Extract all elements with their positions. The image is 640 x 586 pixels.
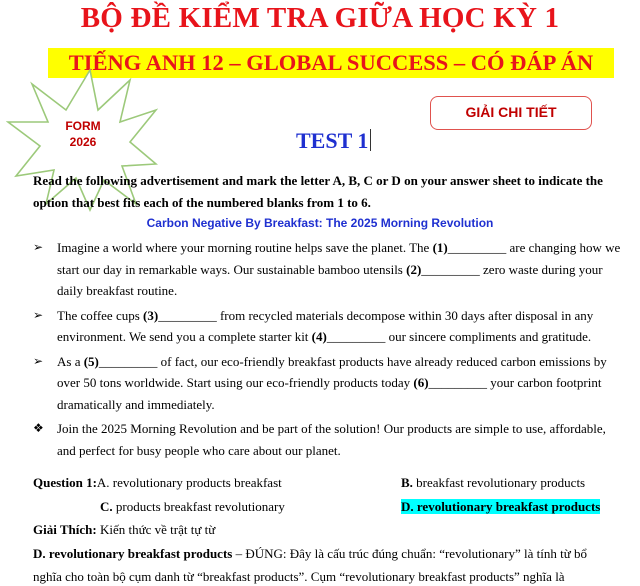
badge-line-form: FORM (65, 119, 101, 133)
advertisement-body (33, 237, 627, 464)
diamond-bullet-icon: ❖ (33, 421, 44, 435)
option-d-highlighted-answer: D. revolutionary breakfast products (401, 499, 601, 514)
bullet-text: _________ from recycled materials decompose within 30 days after disposal in any environment. We send you a complete starter kit (57, 307, 594, 344)
question-1-option-b[interactable] (401, 475, 585, 491)
bullet-text: Join the 2025 Morning Revolution and be part of the solution! Our products are simple to use, affordable, and perfect for busy people who care about our planet. (57, 421, 606, 458)
bullet-text: _________ your carbon footprint dramatically and immediately. (57, 375, 602, 412)
text-cursor (370, 129, 371, 151)
detail-solution-button[interactable]: GIẢI CHI TIẾT (430, 96, 592, 130)
option-c-letter: C. (100, 499, 113, 514)
blank-number: (5) (83, 353, 99, 369)
advertisement-title: Carbon Negative By Breakfast: The 2025 Morning Revolution (146, 216, 494, 230)
document-subtitle: TIẾNG ANH 12 – GLOBAL SUCCESS – CÓ ĐÁP ÁN (48, 48, 614, 78)
blank-number: (4) (311, 329, 327, 344)
blank-number: (3) (143, 307, 159, 323)
instruction-text: Read the following advertisement and mark the letter A, B, C or D on your answer sheet to indicate the option that best fits each of the numbered blanks from 1 to 6. (33, 173, 603, 210)
arrow-bullet-icon: ➢ (33, 240, 44, 254)
option-c-text: products breakfast revolutionary (112, 499, 285, 514)
badge-line-year: 2026 (69, 135, 97, 149)
list-item (33, 351, 627, 416)
blank-number: (6) (413, 375, 429, 390)
bullet-text: _________ zero waste during your daily breakfast routine. (57, 261, 603, 298)
explanation-text: – ĐÚNG: Đây là cấu trúc đúng chuẩn: “revolutionary” là tính từ bổ (232, 546, 588, 561)
bullet-text: The coffee cups (57, 307, 144, 323)
question-label: Question 1: (33, 475, 97, 490)
option-b-letter: B. (401, 475, 413, 490)
document-title: BỘ ĐỀ KIỂM TRA GIỮA HỌC KỲ 1 (80, 2, 560, 34)
explanation-header (33, 522, 215, 538)
bullet-text: _________ our sincere compliments and gratitude. (326, 329, 592, 344)
bullet-text: _________ are changing how we start our day in remarkable ways. Our sustainable bamboo utensils (57, 240, 621, 277)
explanation-line-2: nghĩa cho toàn bộ cụm danh từ “breakfast products”. Cụm “revolutionary breakfast products” nghĩa là (33, 569, 565, 584)
explanation-label: Giải Thích: (33, 522, 97, 537)
bullet-text: _________ of fact, our eco-friendly breakfast products have already reduced carbon emissions by over 50 tons worldwide. Start using our eco-friendly products today (57, 353, 607, 390)
list-item (33, 305, 627, 348)
explanation-topic: Kiến thức về trật tự từ (96, 522, 216, 537)
form-year-badge (50, 118, 116, 150)
arrow-bullet-icon: ➢ (33, 353, 44, 368)
question-1-option-a[interactable] (33, 475, 282, 491)
bullet-text: As a (57, 353, 84, 369)
list-item (33, 237, 627, 302)
option-b-text: breakfast revolutionary products (412, 475, 586, 490)
test-title-text: TEST 1 (296, 128, 369, 153)
arrow-bullet-icon: ➢ (33, 307, 44, 322)
test-title (296, 128, 371, 154)
question-1-option-d[interactable] (401, 499, 600, 515)
blank-number: (2) (406, 261, 422, 277)
bullet-text: Imagine a world where your morning routine helps save the planet. The (57, 240, 433, 255)
explanation-line-1 (33, 546, 587, 562)
option-a-text: A. revolutionary products breakfast (96, 475, 282, 490)
blank-number: (1) (432, 240, 448, 255)
question-1-option-c[interactable] (100, 499, 285, 515)
list-item (33, 418, 627, 461)
explanation-answer: D. revolutionary breakfast products (33, 546, 233, 561)
